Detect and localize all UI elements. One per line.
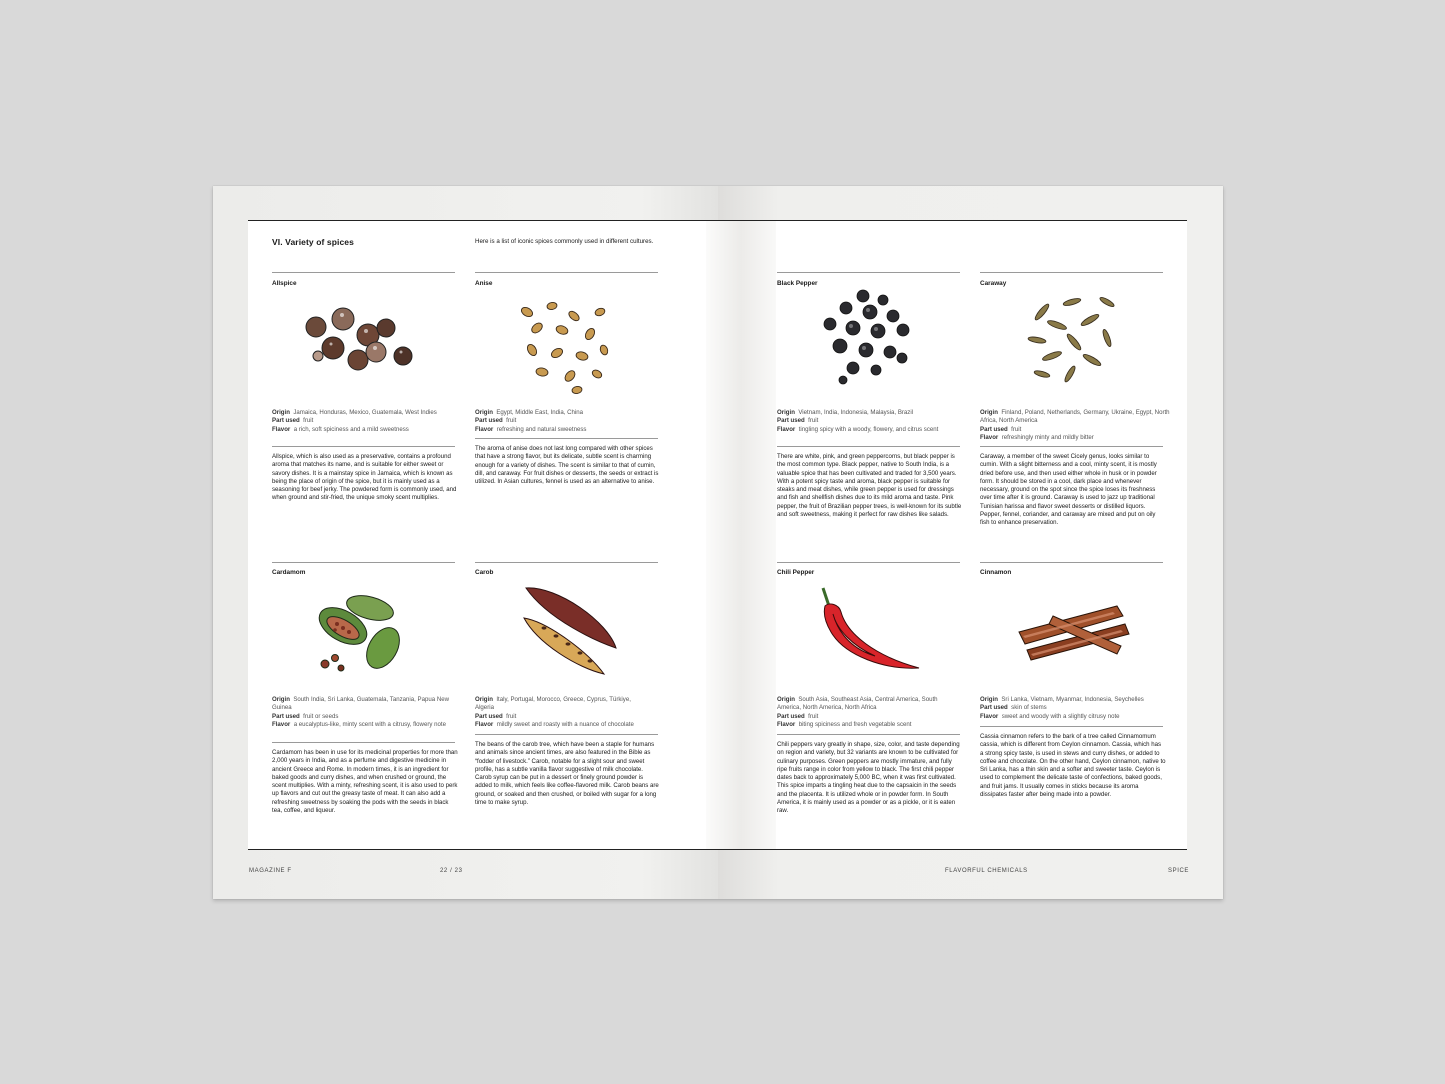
flavor-label: Flavor xyxy=(272,425,291,433)
column-rule xyxy=(272,272,455,273)
caraway-part: fruit xyxy=(1011,425,1022,433)
intro-text: Here is a list of iconic spices commonly used in different cultures. xyxy=(475,238,654,245)
origin-label: Origin xyxy=(475,409,493,416)
meta-rule xyxy=(777,734,960,735)
anise-origin: Egypt, Middle East, India, China xyxy=(496,409,584,416)
origin-label: Origin xyxy=(272,409,290,416)
section-title: VI. Variety of spices xyxy=(272,237,354,247)
black-pepper-part: fruit xyxy=(808,417,819,425)
flavor-label: Flavor xyxy=(272,720,291,728)
anise-flavor: refreshing and natural sweetness xyxy=(496,425,587,433)
origin-label: Origin xyxy=(272,696,290,703)
cinnamon-origin: Sri Lanka, Vietnam, Myanmar, Indonesia, Seychelles xyxy=(1001,696,1144,703)
anise-illustration xyxy=(512,298,617,398)
gutter xyxy=(706,220,776,849)
black-pepper-illustration xyxy=(818,286,918,386)
meta-rule xyxy=(475,438,658,439)
part-label: Part used xyxy=(475,417,503,425)
anise-description: The aroma of anise does not last long compared with other spices that have a strong flavor, but its delicate, subtle scent is charming enough for a variety of dishes. The scent is similar to that of cumin, dill, and caraway. For fruit dishes or desserts, the seeds or extract is utilized. In Asian cultures, fennel is used as an alternative to anise. xyxy=(475,445,659,486)
flavor-label: Flavor xyxy=(475,425,494,433)
allspice-part: fruit xyxy=(303,417,314,425)
part-label: Part used xyxy=(980,425,1008,433)
black-pepper-origin: Vietnam, India, Indonesia, Malaysia, Brazil xyxy=(798,409,914,416)
chili-pepper-illustration xyxy=(815,584,925,674)
spice-name-cinnamon: Cinnamon xyxy=(980,569,1012,576)
spice-name-allspice: Allspice xyxy=(272,280,297,287)
column-rule xyxy=(980,562,1163,563)
chili-pepper-meta xyxy=(777,696,973,729)
spice-name-black-pepper: Black Pepper xyxy=(777,280,818,287)
footer-section: FLAVORFUL CHEMICALS xyxy=(945,868,1028,874)
bottom-rule xyxy=(248,849,1187,850)
origin-label: Origin xyxy=(980,409,998,416)
part-label: Part used xyxy=(777,712,805,720)
flavor-label: Flavor xyxy=(777,425,796,433)
footer-page-numbers: 22 / 23 xyxy=(440,868,463,874)
flavor-label: Flavor xyxy=(980,433,999,441)
carob-part: fruit xyxy=(506,712,517,720)
origin-label: Origin xyxy=(777,696,795,703)
cardamom-meta xyxy=(272,696,468,729)
meta-rule xyxy=(475,734,658,735)
part-label: Part used xyxy=(980,704,1008,712)
column-rule xyxy=(475,272,658,273)
caraway-flavor: refreshingly minty and mildly bitter xyxy=(1001,433,1094,441)
part-label: Part used xyxy=(777,417,805,425)
chili-pepper-flavor: biting spiciness and fresh vegetable scent xyxy=(798,720,912,728)
column-rule xyxy=(980,272,1163,273)
carob-description: The beans of the carob tree, which have been a staple for humans and animals since ancient times, are also featured in the Bible as “fodder of livestock.” Carob, notable for a slight sour and sweet profile, has a subtle vanilla flavor suggestive of milk chocolate. Carob syrup can be put in a dessert or finely ground powder is added to milk, which feels like coffee-flavored milk. Carob beans are ground, or soaked and then crushed, or boiled with sugar for a long time to make syrup. xyxy=(475,741,659,807)
chili-pepper-origin: South Asia, Southeast Asia, Central America, South America, North America, North Africa xyxy=(777,696,938,712)
footer-issue: SPICE xyxy=(1168,868,1190,874)
spice-name-cardamom: Cardamom xyxy=(272,569,306,576)
cardamom-illustration xyxy=(305,590,415,675)
origin-label: Origin xyxy=(777,409,795,416)
carob-illustration xyxy=(518,582,623,677)
caraway-origin: Finland, Poland, Netherlands, Germany, Ukraine, Egypt, North Africa, North America xyxy=(980,409,1170,425)
part-label: Part used xyxy=(272,712,300,720)
cardamom-origin: South India, Sri Lanka, Guatemala, Tanzania, Papua New Guinea xyxy=(272,696,450,712)
caraway-illustration xyxy=(1022,290,1122,385)
flavor-label: Flavor xyxy=(980,712,999,720)
meta-rule xyxy=(777,446,960,447)
meta-rule xyxy=(980,446,1163,447)
origin-label: Origin xyxy=(980,696,998,703)
top-rule xyxy=(248,220,1187,221)
black-pepper-flavor: tingling spicy with a woody, flowery, and citrus scent xyxy=(798,425,939,433)
allspice-description: Allspice, which is also used as a preservative, contains a profound aroma that matches its name, and is suitable for either sweet or savory dishes. It is a mainstay spice in Jamaica, which is known as being the place of origin of the spice, but it is mainly used as a seasoning for beef jerky. The powdered form is commonly used, and when ground and stir-fried, the unique smoky scent multiplies. xyxy=(272,453,457,502)
column-rule xyxy=(777,272,960,273)
carob-flavor: mildly sweet and roasty with a nuance of chocolate xyxy=(496,720,634,728)
chili-pepper-description: Chili peppers vary greatly in shape, size, color, and taste depending on region and variety, but 32 variants are known to be cultivated for culinary purposes. Green peppers are mostly immature, and fully ripe fruits range in color from yellow to black. The first chili pepper dates back to approximately 5,000 BC, when it was first cultivated. This spice imparts a tingling heat due to the capsaicin in the seeds and the placenta. It is utilized whole or in powder form. In South America, it is mainly used as a powder or as a pickle, or it is eaten raw. xyxy=(777,741,960,815)
part-label: Part used xyxy=(475,712,503,720)
flavor-label: Flavor xyxy=(777,720,796,728)
carob-origin: Italy, Portugal, Morocco, Greece, Cyprus, Türkiye, Algeria xyxy=(475,696,631,712)
allspice-origin: Jamaica, Honduras, Mexico, Guatemala, West Indies xyxy=(293,409,437,416)
cinnamon-description: Cassia cinnamon refers to the bark of a tree called Cinnamomum cassia, which is different from Ceylon cinnamon. Cassia, which has a strong spicy taste, is used in stews and curry dishes, or added to coffee and chocolate. On the other hand, Ceylon cinnamon, native to Sri Lanka, has a thin skin and a softer and sweeter taste. Ceylon is used to complement the delicate taste of confections, baked goods, and fruit jams. It usually comes in sticks because its aroma dissipates faster after being made into a powder. xyxy=(980,733,1166,799)
anise-part: fruit xyxy=(506,417,517,425)
origin-label: Origin xyxy=(475,696,493,703)
cinnamon-meta xyxy=(980,696,1176,721)
spice-name-carob: Carob xyxy=(475,569,494,576)
meta-rule xyxy=(272,742,455,743)
carob-meta xyxy=(475,696,671,729)
allspice-illustration xyxy=(298,300,423,385)
spice-name-anise: Anise xyxy=(475,280,493,287)
cardamom-part: fruit or seeds xyxy=(303,712,339,720)
meta-rule xyxy=(272,446,455,447)
spice-name-caraway: Caraway xyxy=(980,280,1007,287)
meta-rule xyxy=(980,726,1163,727)
spice-name-chili-pepper: Chili Pepper xyxy=(777,569,815,576)
cinnamon-flavor: sweet and woody with a slightly citrusy note xyxy=(1001,712,1120,720)
caraway-description: Caraway, a member of the sweet Cicely genus, looks similar to cumin. With a slight bitterness and a cool, minty scent, it is mostly dried before use, and then used either whole in husk or in powder form. It should be stored in a cool, dark place and whenever necessary, ground on the spot since the spice loses its freshness over time after it is ground. Caraway is used to jazz up traditional Tunisian harissa and flavor sweet desserts or distilled liquors. Pepper, fennel, coriander, and caraway are mixed and put on oily fish to enhance preservation. xyxy=(980,453,1157,527)
anise-meta xyxy=(475,409,671,434)
caraway-meta xyxy=(980,409,1176,442)
cinnamon-part: skin of stems xyxy=(1011,704,1047,712)
column-rule xyxy=(272,562,455,563)
black-pepper-description: There are white, pink, and green peppercorns, but black pepper is the most common type. Black pepper, native to South India, is a valuable spice that has been cultivated and traded for 3,500 years. With a potent spicy taste and aroma, black pepper is suitable for steaks and meat dishes, while green pepper is used for dressings and fish and shellfish dishes due to its mild aroma and taste. Pink pepper, the fruit of Brazilian pepper trees, is well-known for its subtle and soft sweetness, making it perfect for raw dishes like salads. xyxy=(777,453,962,519)
column-rule xyxy=(777,562,960,563)
flavor-label: Flavor xyxy=(475,720,494,728)
part-label: Part used xyxy=(272,417,300,425)
chili-pepper-part: fruit xyxy=(808,712,819,720)
black-pepper-meta xyxy=(777,409,973,434)
cardamom-description: Cardamom has been in use for its medicinal properties for more than 2,000 years in India, and as a perfume and digestive medicine in ancient Greece and Rome. In modern times, it is an ingredient for baked goods and curry dishes, and when crushed or ground, the scent multiplies. With a minty, refreshing scent, it is also used to perk up flavors and cut out the greasy taste of meat. It can also add a refreshing sweetness by soaking the pods with the seeds in black tea, coffee, and liqueur. xyxy=(272,749,458,815)
allspice-flavor: a rich, soft spiciness and a mild sweetness xyxy=(293,425,409,433)
footer-magazine: MAGAZINE F xyxy=(249,868,292,874)
allspice-meta xyxy=(272,409,468,434)
cinnamon-illustration xyxy=(1013,596,1133,666)
column-rule xyxy=(475,562,658,563)
cardamom-flavor: a eucalyptus-like, minty scent with a citrusy, flowery note xyxy=(293,720,446,728)
